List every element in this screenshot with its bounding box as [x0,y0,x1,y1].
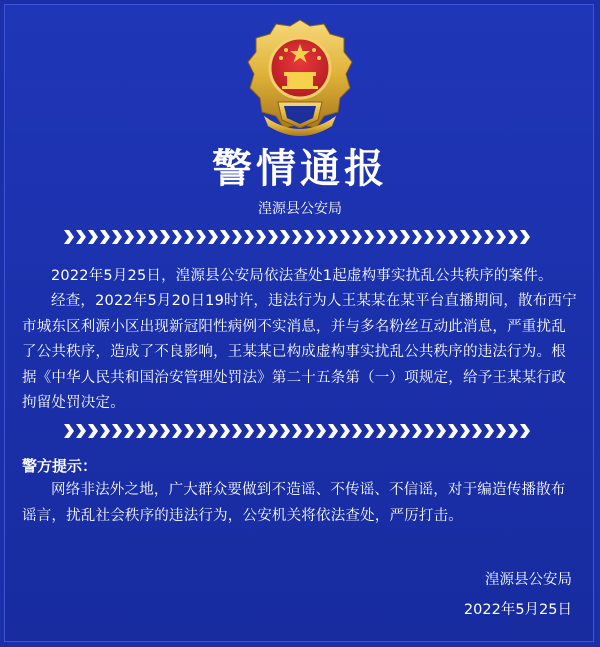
chevron-mark [508,230,518,244]
chevron-mark [400,424,410,438]
chevron-mark [124,424,134,438]
chevron-mark [328,424,338,438]
issuer-subtitle: 湟源县公安局 [258,201,342,217]
chevron-mark [388,230,398,244]
chevron-mark [376,230,386,244]
chevron-mark [244,230,254,244]
chevron-mark [520,230,530,244]
chevron-mark [208,230,218,244]
chevron-mark [496,230,506,244]
signature-organization: 湟源县公安局 [485,572,572,588]
chevron-mark [304,424,314,438]
chevron-mark [136,424,146,438]
chevron-mark [400,230,410,244]
chevron-mark [484,230,494,244]
chevron-mark [220,230,230,244]
chevron-mark [316,230,326,244]
chevron-mark [64,424,74,438]
chevron-mark [340,424,350,438]
chevron-mark [280,230,290,244]
chevron-mark [328,230,338,244]
report-paragraph-2: 经查，2022年5月20日19时许，违法行为人王某某在某平台直播期间，散布西宁市城东区利源小区出现新冠阳性病例不实消息，并与多名粉丝互动此消息，严重扰乱了公共秩序，造成了不良影响，王某某已构成虚构事实扰乱公共秩序的违法行为。根据《中华人民共和国治安管理处罚法》第二十五条第（一）项规定，给予王某某行政拘留处罚决定。 [22,293,577,411]
chevron-mark [148,424,158,438]
signature-date: 2022年5月25日 [463,602,572,618]
chevron-mark [280,424,290,438]
chevron-mark [436,424,446,438]
chevron-divider [64,424,536,438]
chevron-mark [496,424,506,438]
chevron-mark [436,230,446,244]
chevron-mark [424,424,434,438]
chevron-mark [160,424,170,438]
chevron-mark [184,230,194,244]
chevron-mark [244,424,254,438]
chevron-mark [460,424,470,438]
chevron-mark [340,230,350,244]
chevron-mark [112,230,122,244]
chevron-mark [232,424,242,438]
chevron-mark [412,424,422,438]
chevron-mark [172,230,182,244]
chevron-mark [268,230,278,244]
chevron-mark [160,230,170,244]
chevron-mark [472,230,482,244]
chevron-mark [448,424,458,438]
chevron-mark [256,230,266,244]
page-title: 警情通报 [212,146,388,192]
chevron-mark [256,424,266,438]
chevron-mark [268,424,278,438]
chevron-mark [232,230,242,244]
chevron-mark [76,424,86,438]
chevron-mark [316,424,326,438]
chevron-mark [352,424,362,438]
chevron-mark [376,424,386,438]
chevron-mark [484,424,494,438]
tip-heading: 警方提示： [22,457,98,475]
chevron-mark [136,230,146,244]
chevron-mark [88,230,98,244]
chevron-mark [292,230,302,244]
chevron-mark [196,230,206,244]
tip-paragraph: 网络非法外之地，广大群众要做到不造谣、不传谣、不信谣，对于编造传播散布谣言，扰乱社会秩序的违法行为，公安机关将依法查处，严厉打击。 [22,482,566,524]
chevron-mark [148,230,158,244]
chevron-mark [184,424,194,438]
chevron-mark [88,424,98,438]
chevron-mark [124,230,134,244]
chevron-mark [100,424,110,438]
chevron-mark [112,424,122,438]
chevron-mark [352,230,362,244]
chevron-mark [220,424,230,438]
chevron-mark [196,424,206,438]
chevron-mark [172,424,182,438]
chevron-mark [412,230,422,244]
chevron-mark [508,424,518,438]
report-paragraph-1: 2022年5月25日，湟源县公安局依法查处1起虚构事实扰乱公共秩序的案件。 [51,268,553,284]
chevron-mark [520,424,530,438]
chevron-mark [76,230,86,244]
chevron-mark [208,424,218,438]
chevron-mark [460,230,470,244]
chevron-mark [292,424,302,438]
chevron-mark [472,424,482,438]
chevron-mark [364,424,374,438]
chevron-mark [100,230,110,244]
chevron-mark [424,230,434,244]
police-emblem-icon [244,16,356,144]
chevron-mark [388,424,398,438]
chevron-mark [64,230,74,244]
chevron-mark [364,230,374,244]
chevron-mark [448,230,458,244]
chevron-mark [304,230,314,244]
chevron-divider [64,230,536,244]
